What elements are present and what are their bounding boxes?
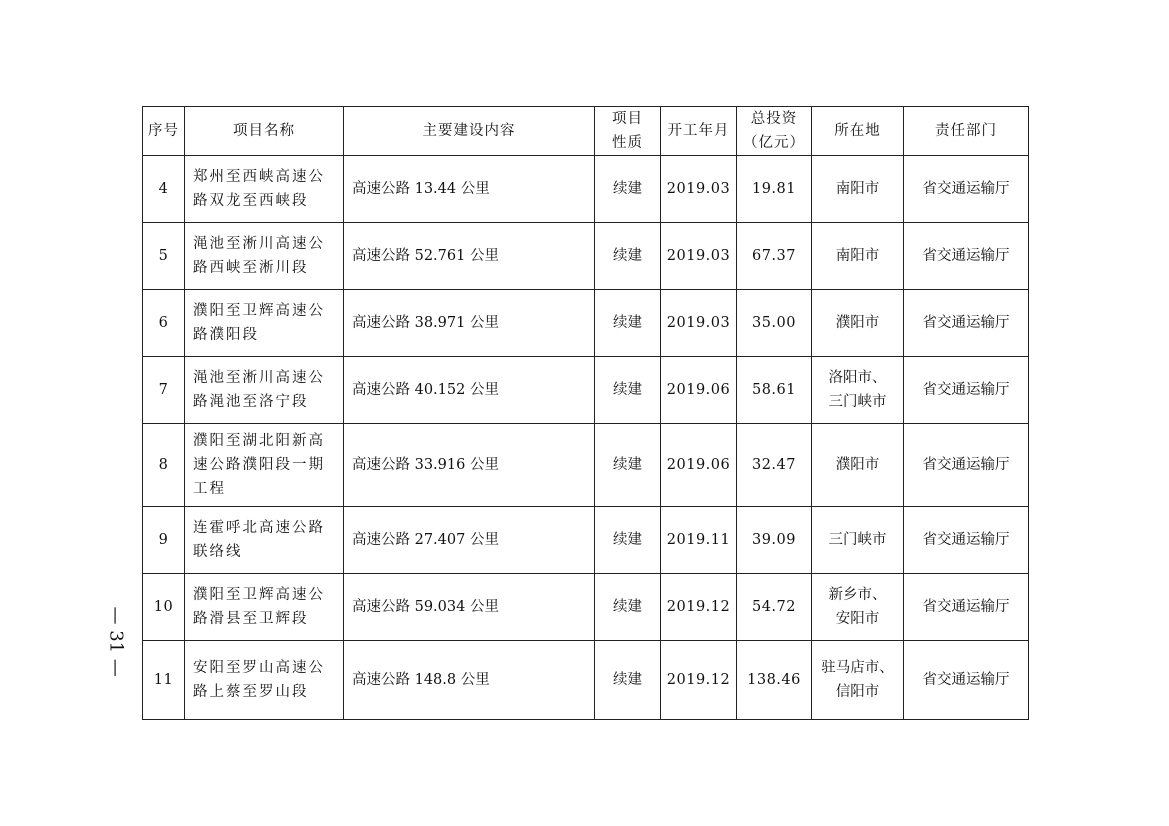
table-row	[143, 507, 1029, 574]
cell-nature: 续建	[595, 223, 661, 290]
table-row	[143, 290, 1029, 357]
cell-name: 濮阳至卫辉高速公路濮阳段	[185, 290, 344, 357]
cell-dept: 省交通运输厅	[904, 507, 1029, 574]
cell-start: 2019.12	[661, 574, 737, 641]
header-nature	[595, 107, 661, 156]
cell-nature: 续建	[595, 290, 661, 357]
cell-name: 渑池至淅川高速公路渑池至洛宁段	[185, 357, 344, 424]
page-number: — 31 —	[105, 606, 127, 677]
header-location: 所在地	[812, 107, 904, 156]
table-header-row	[143, 107, 1029, 156]
cell-start: 2019.06	[661, 424, 737, 507]
header-invest-line1: 总投资	[750, 111, 798, 127]
header-nature-line2: 性质	[612, 135, 643, 151]
cell-dept: 省交通运输厅	[904, 641, 1029, 720]
table-row	[143, 156, 1029, 223]
cell-invest: 32.47	[737, 424, 812, 507]
cell-invest: 35.00	[737, 290, 812, 357]
cell-name: 连霍呼北高速公路联络线	[185, 507, 344, 574]
cell-nature: 续建	[595, 357, 661, 424]
cell-location: 洛阳市、三门峡市	[812, 357, 904, 424]
cell-invest: 54.72	[737, 574, 812, 641]
cell-name: 濮阳至卫辉高速公路滑县至卫辉段	[185, 574, 344, 641]
cell-invest: 138.46	[737, 641, 812, 720]
cell-dept: 省交通运输厅	[904, 574, 1029, 641]
header-content: 主要建设内容	[344, 107, 595, 156]
cell-nature: 续建	[595, 156, 661, 223]
cell-nature: 续建	[595, 507, 661, 574]
cell-seq: 10	[143, 574, 185, 641]
header-dept: 责任部门	[904, 107, 1029, 156]
cell-invest: 39.09	[737, 507, 812, 574]
header-start: 开工年月	[661, 107, 737, 156]
header-nature-line1: 项目	[612, 111, 643, 127]
cell-start: 2019.11	[661, 507, 737, 574]
cell-seq: 8	[143, 424, 185, 507]
cell-dept: 省交通运输厅	[904, 290, 1029, 357]
cell-seq: 4	[143, 156, 185, 223]
cell-invest: 58.61	[737, 357, 812, 424]
cell-name: 渑池至淅川高速公路西峡至淅川段	[185, 223, 344, 290]
cell-content: 高速公路 40.152 公里	[344, 357, 595, 424]
header-name: 项目名称	[185, 107, 344, 156]
cell-content: 高速公路 13.44 公里	[344, 156, 595, 223]
cell-invest: 67.37	[737, 223, 812, 290]
table-row	[143, 641, 1029, 720]
cell-seq: 6	[143, 290, 185, 357]
cell-dept: 省交通运输厅	[904, 223, 1029, 290]
cell-content: 高速公路 148.8 公里	[344, 641, 595, 720]
header-invest-line2: （亿元）	[743, 135, 805, 151]
cell-content: 高速公路 33.916 公里	[344, 424, 595, 507]
cell-location: 濮阳市	[812, 290, 904, 357]
cell-dept: 省交通运输厅	[904, 357, 1029, 424]
table-row	[143, 357, 1029, 424]
header-seq: 序号	[143, 107, 185, 156]
cell-seq: 5	[143, 223, 185, 290]
cell-location: 新乡市、安阳市	[812, 574, 904, 641]
cell-dept: 省交通运输厅	[904, 156, 1029, 223]
table-row	[143, 574, 1029, 641]
cell-content: 高速公路 38.971 公里	[344, 290, 595, 357]
table-row	[143, 424, 1029, 507]
cell-start: 2019.03	[661, 223, 737, 290]
cell-nature: 续建	[595, 574, 661, 641]
project-table	[142, 106, 1029, 720]
cell-location: 南阳市	[812, 223, 904, 290]
cell-location: 南阳市	[812, 156, 904, 223]
cell-start: 2019.03	[661, 156, 737, 223]
cell-seq: 11	[143, 641, 185, 720]
cell-name: 郑州至西峡高速公路双龙至西峡段	[185, 156, 344, 223]
cell-seq: 7	[143, 357, 185, 424]
cell-content: 高速公路 59.034 公里	[344, 574, 595, 641]
cell-start: 2019.03	[661, 290, 737, 357]
table-row	[143, 223, 1029, 290]
cell-name: 濮阳至湖北阳新高速公路濮阳段一期工程	[185, 424, 344, 507]
cell-content: 高速公路 27.407 公里	[344, 507, 595, 574]
cell-content: 高速公路 52.761 公里	[344, 223, 595, 290]
cell-location: 驻马店市、信阳市	[812, 641, 904, 720]
cell-start: 2019.06	[661, 357, 737, 424]
cell-location: 濮阳市	[812, 424, 904, 507]
cell-location: 三门峡市	[812, 507, 904, 574]
header-invest	[737, 107, 812, 156]
cell-start: 2019.12	[661, 641, 737, 720]
cell-dept: 省交通运输厅	[904, 424, 1029, 507]
cell-invest: 19.81	[737, 156, 812, 223]
cell-name: 安阳至罗山高速公路上蔡至罗山段	[185, 641, 344, 720]
cell-seq: 9	[143, 507, 185, 574]
cell-nature: 续建	[595, 424, 661, 507]
project-table-container	[142, 106, 1028, 720]
cell-nature: 续建	[595, 641, 661, 720]
